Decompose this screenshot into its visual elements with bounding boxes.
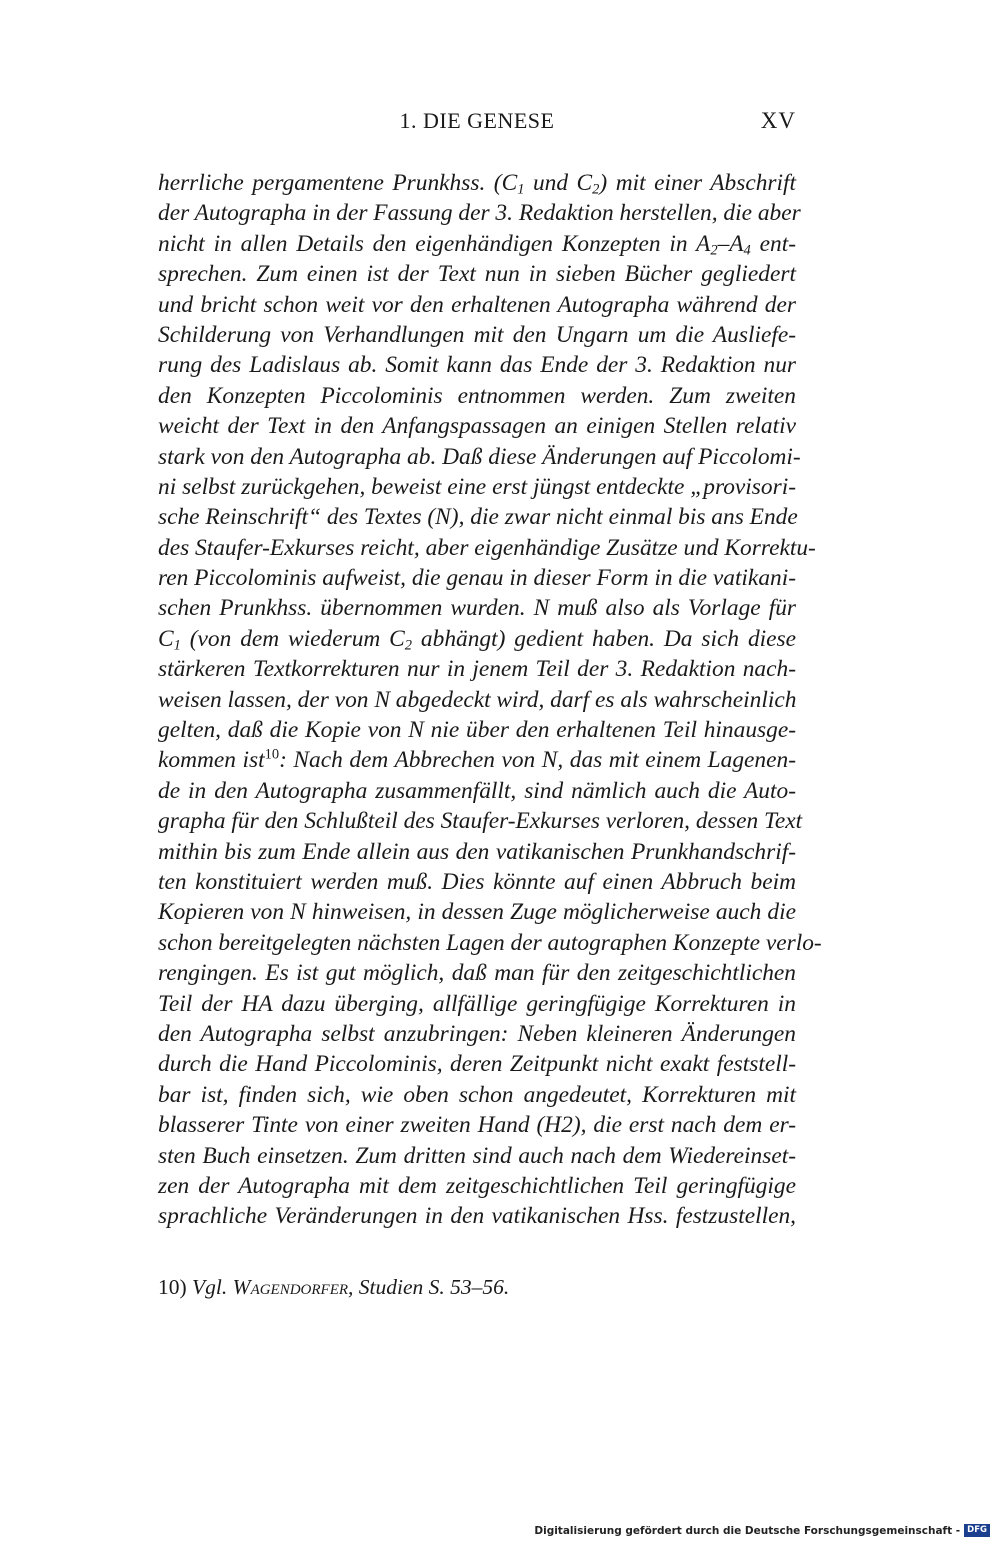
text-segment: ten konstituiert werden muß. Dies könnte auf einen Abbruch beim <box>158 868 796 895</box>
text-segment: sprechen. Zum einen ist der Text nun in sieben Bücher gegliedert <box>158 261 796 288</box>
text-segment: ni selbst zurückgehen, beweist eine erst jüngst entdeckte „provisori- <box>158 473 796 500</box>
text-segment: blasserer Tinte von einer zweiten Hand (H2), die erst nach dem er- <box>158 1112 796 1139</box>
text-segment: ) mit einer Abschrift <box>599 170 797 196</box>
text-segment: schon bereitgelegten nächsten Lagen der autographen Konzepte verlo- <box>158 929 822 956</box>
text-line <box>158 381 796 411</box>
text-segment: zen der Autographa mit dem zeitgeschichtlichen Teil geringfügige <box>158 1172 796 1199</box>
text-segment: sche Reinschrift“ des Textes (N), die zwar nicht einmal bis ans Ende <box>158 504 798 531</box>
text-line <box>158 168 796 198</box>
subscript-index: 1 <box>517 181 525 198</box>
text-segment: weicht der Text in den Anfangspassagen an einigen Stellen relativ <box>158 413 796 440</box>
text-segment: weisen lassen, der von N abgedeckt wird, darf es als wahrscheinlich <box>158 686 797 713</box>
text-line <box>158 897 796 927</box>
text-line <box>158 624 796 654</box>
text-line <box>158 593 796 623</box>
text-line <box>158 442 801 472</box>
page-number: XV <box>760 108 796 133</box>
text-segment: stärkeren Textkorrekturen nur in jenem Teil der 3. Redaktion nach- <box>158 656 796 683</box>
text-segment: (von dem wiederum C <box>180 625 405 652</box>
footnote-number: 10) <box>158 1275 187 1299</box>
text-segment: mithin bis zum Ende allein aus den vatikanischen Prunkhandschrif- <box>158 838 796 865</box>
text-segment: nicht in allen Details den eigenhändigen Konzepten in A <box>158 230 711 257</box>
text-line <box>158 776 796 806</box>
text-segment: abhängt) gedient haben. Da sich diese <box>412 625 797 652</box>
text-line <box>158 867 796 897</box>
text-segment: ent- <box>750 230 797 257</box>
text-line <box>158 1171 796 1201</box>
text-line <box>158 1080 796 1110</box>
footnote-author: Wagendorfer <box>232 1275 349 1299</box>
digitization-credit <box>534 1524 990 1537</box>
text-segment: des Staufer-Exkurses reicht, aber eigenhändige Zusätze und Korrektu- <box>158 534 816 561</box>
subscript-index: 1 <box>173 637 181 654</box>
text-line <box>158 502 796 532</box>
text-line <box>158 958 796 988</box>
text-line <box>158 928 822 958</box>
dfg-logo: DFG <box>964 1524 990 1537</box>
text-line <box>158 229 796 259</box>
text-segment: gelten, daß die Kopie von N nie über den erhaltenen Teil hinausge- <box>158 717 796 744</box>
text-line <box>158 1110 796 1140</box>
footnote-10 <box>158 1273 796 1301</box>
text-line <box>158 320 796 350</box>
text-segment: den Autographa selbst anzubringen: Neben kleineren Änderungen <box>158 1020 796 1047</box>
credit-text: Digitalisierung gefördert durch die Deutsche Forschungsgemeinschaft - <box>534 1524 961 1537</box>
chapter-title: 1. DIE GENESE <box>399 108 555 133</box>
text-line <box>158 563 796 593</box>
text-segment: und C <box>524 170 593 196</box>
text-segment: und bricht schon weit vor den erhaltenen Autographa während der <box>158 291 796 318</box>
text-segment: den Konzepten Piccolominis entnommen werden. Zum zweiten <box>158 382 796 409</box>
text-segment: der Autographa in der Fassung der 3. Redaktion herstellen, die aber <box>158 200 801 227</box>
subscript-index: 2 <box>404 637 413 654</box>
text-segment: grapha für den Schlußteil des Staufer-Exkurses verloren, dessen Text <box>158 808 803 835</box>
footnote-prefix: Vgl. <box>192 1275 228 1299</box>
text-line <box>158 715 796 745</box>
text-segment: ren Piccolominis aufweist, die genau in dieser Form in die vatikani- <box>158 565 796 592</box>
text-line <box>158 472 796 502</box>
text-line <box>158 837 796 867</box>
text-segment: C <box>158 625 174 652</box>
text-segment: Schilderung von Verhandlungen mit den Ungarn um die Ausliefe- <box>158 321 796 348</box>
text-line <box>158 259 796 289</box>
text-line <box>158 685 796 715</box>
text-segment: Kopieren von N hinweisen, in dessen Zuge möglicherweise auch die <box>158 899 796 926</box>
text-line <box>158 989 796 1019</box>
text-line <box>158 198 801 228</box>
text-segment: de in den Autographa zusammenfällt, sind nämlich auch die Auto- <box>158 777 796 804</box>
text-segment: herrliche pergamentene Prunkhss. (C <box>158 170 518 196</box>
text-segment: kommen ist <box>158 747 265 774</box>
text-line <box>158 290 796 320</box>
running-head <box>158 108 796 138</box>
text-line <box>158 1141 796 1171</box>
text-segment: rung des Ladislaus ab. Somit kann das Ende der 3. Redaktion nur <box>158 352 796 379</box>
footnote-reference: , Studien S. 53–56. <box>348 1275 510 1299</box>
text-line <box>158 1201 796 1231</box>
subscript-index: 4 <box>743 242 751 259</box>
text-segment: sten Buch einsetzen. Zum dritten sind auch nach dem Wiedereinset- <box>158 1142 796 1169</box>
subscript-index: 2 <box>592 181 600 198</box>
text-line <box>158 411 796 441</box>
text-line <box>158 1049 796 1079</box>
text-segment: bar ist, finden sich, wie oben schon angedeutet, Korrekturen mit <box>158 1081 796 1108</box>
text-segment: : Nach dem Abbrechen von N, das mit einem Lagenen- <box>279 747 796 774</box>
text-segment: Teil der HA dazu überging, allfällige geringfügige Korrekturen in <box>158 990 796 1017</box>
text-segment: –A <box>717 230 744 257</box>
text-segment: sprachliche Veränderungen in den vatikanischen Hss. festzustellen, <box>158 1203 796 1230</box>
text-segment: durch die Hand Piccolominis, deren Zeitpunkt nicht exakt feststell- <box>158 1051 796 1078</box>
footnote-reference-mark: 10 <box>264 746 280 763</box>
text-line <box>158 745 796 775</box>
text-line <box>158 806 803 836</box>
text-segment: rengingen. Es ist gut möglich, daß man für den zeitgeschichtlichen <box>158 960 796 987</box>
text-segment: schen Prunkhss. übernommen wurden. N muß also als Vorlage für <box>158 595 796 622</box>
subscript-index: 2 <box>710 242 718 259</box>
text-line <box>158 654 796 684</box>
text-segment: stark von den Autographa ab. Daß diese Änderungen auf Piccolomi- <box>158 443 801 470</box>
text-line <box>158 350 796 380</box>
text-line <box>158 1019 796 1049</box>
body-text <box>158 168 822 1232</box>
text-line <box>158 533 816 563</box>
